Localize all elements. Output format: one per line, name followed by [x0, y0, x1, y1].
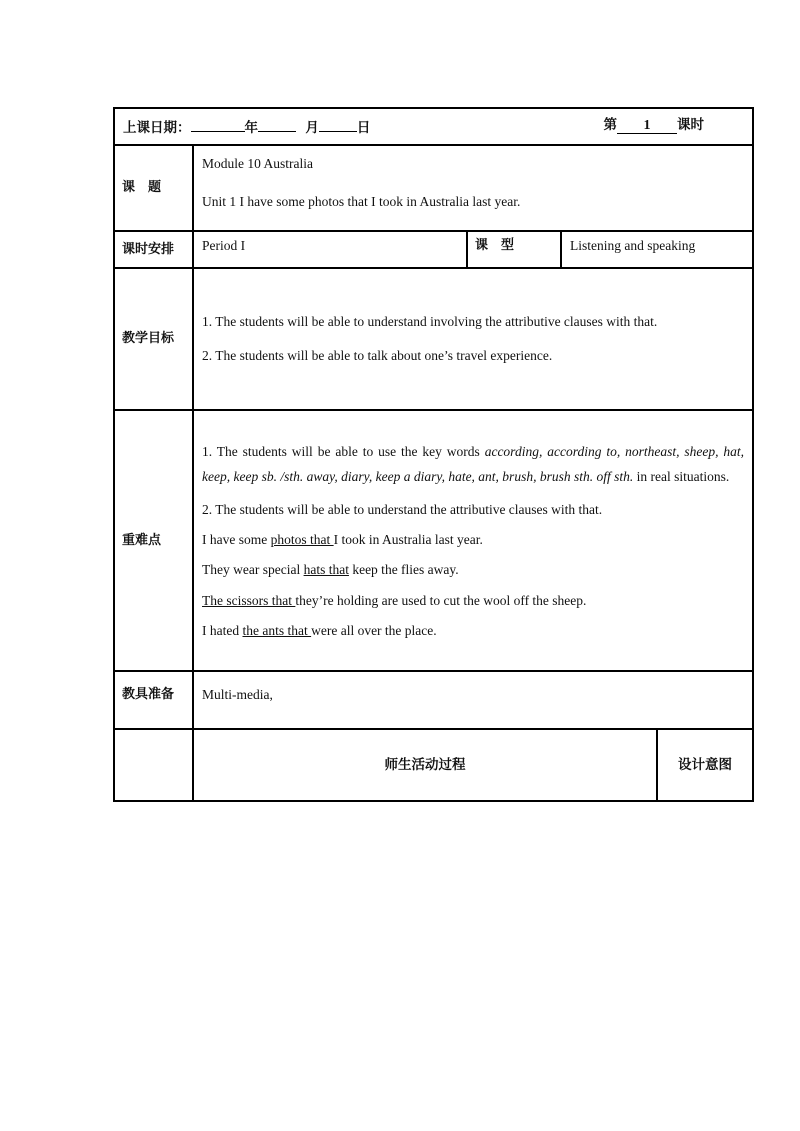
type-label: 课 型: [467, 231, 561, 268]
key-words-intro: 1. The students will be able to use the key words: [202, 443, 485, 459]
example-underlined: the ants that: [242, 622, 312, 638]
schedule-value: Period I: [193, 231, 467, 268]
example-underlined: The scissors that: [202, 592, 296, 608]
key-words-outro: in real situations.: [633, 468, 730, 484]
unit-title: Unit 1 I have some photos that I took in Australia last year.: [202, 194, 521, 210]
topic-label: 课 题: [114, 145, 193, 231]
year-blank: [191, 115, 245, 132]
key-words-paragraph: [202, 439, 744, 489]
objectives-row: [114, 268, 753, 410]
objectives-label: 教学目标: [114, 268, 193, 410]
attributive-clause-goal: 2. The students will be able to understand the attributive clauses with that.: [202, 501, 603, 517]
year-label: 年: [244, 120, 258, 137]
date-period-cell: [114, 108, 753, 145]
type-value: Listening and speaking: [561, 231, 753, 268]
module-title: Module 10 Australia: [202, 156, 313, 171]
example-text: I hated: [202, 622, 243, 638]
intent-header: 设计意图: [657, 729, 753, 801]
activity-header: 师生活动过程: [193, 729, 657, 801]
month-blank: [258, 115, 296, 132]
period-number: 1: [617, 117, 677, 134]
example-text: were all over the place.: [311, 622, 437, 638]
objective-item: 1. The students will be able to understand involving the attributive clauses with that.: [202, 313, 658, 329]
materials-label: 教具准备: [114, 671, 193, 729]
key-points-row: [114, 410, 753, 671]
topic-row: [114, 145, 753, 231]
process-header-row: [114, 729, 753, 801]
example-text: They wear special: [202, 562, 304, 578]
example-text: they’re holding are used to cut the wool off the sheep.: [295, 592, 587, 608]
example-sentence: [202, 592, 744, 610]
period-suffix: 课时: [677, 117, 705, 133]
example-sentence: [202, 622, 744, 640]
example-underlined: hats that: [303, 562, 349, 578]
date-label: 上课日期：: [123, 120, 191, 137]
key-points-content: [193, 410, 753, 671]
key-points-label: 重难点: [114, 410, 193, 671]
day-blank: [319, 115, 357, 132]
materials-row: [114, 671, 753, 729]
month-label: 月: [305, 120, 319, 137]
period-prefix: 第: [603, 117, 618, 133]
example-text: I have some: [202, 532, 271, 548]
example-text: I took in Australia last year.: [333, 532, 483, 548]
period-indicator: [604, 116, 705, 134]
example-underlined: photos that: [270, 532, 334, 548]
example-sentence: [202, 531, 744, 549]
header-row: [114, 108, 753, 145]
objectives-content: [193, 268, 753, 410]
process-empty-cell: [114, 729, 193, 801]
materials-value: Multi-media,: [193, 671, 753, 729]
key-words-list: according, according to, northeast, sheep, hat, keep, keep sb. /sth. away, diary, keep a diary, hate, ant, brush, brush sth. off sth.: [202, 443, 745, 484]
example-text: keep the flies away.: [348, 562, 459, 578]
lesson-plan-table: [113, 107, 754, 802]
day-label: 日: [356, 120, 371, 137]
topic-content: [193, 145, 753, 231]
objective-item: 2. The students will be able to talk about one’s travel experience.: [202, 348, 553, 363]
schedule-label: 课时安排: [114, 231, 193, 268]
example-sentence: [202, 561, 744, 579]
schedule-row: [114, 231, 753, 268]
